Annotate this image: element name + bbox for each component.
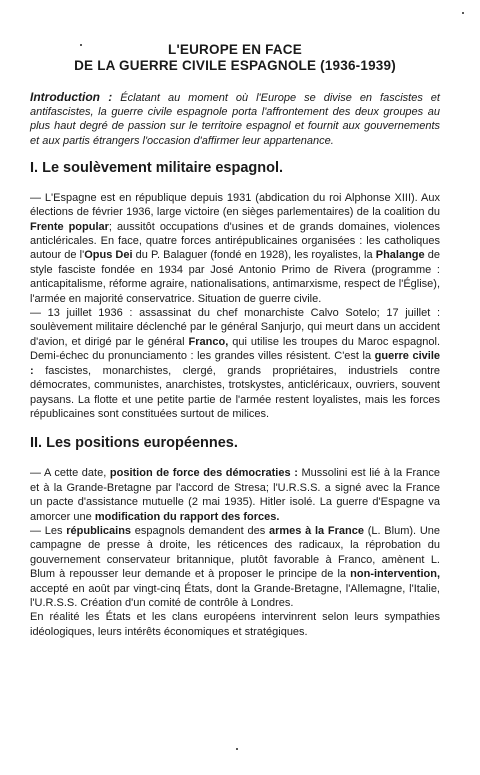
title-line-1: L'EUROPE EN FACE — [168, 42, 302, 57]
bold-term: Franco, — [188, 335, 229, 348]
section-2-paragraph-1 — [30, 466, 440, 524]
section-2-paragraph-2 — [30, 524, 440, 610]
section-2-heading: II. Les positions européennes. — [30, 435, 238, 452]
section-1-paragraph-1 — [30, 191, 440, 306]
scan-speck — [462, 12, 464, 14]
bold-term: armes à la France — [268, 524, 364, 537]
text-run: du P. Balaguer (fondé en 1928), les royalistes, la — [132, 249, 376, 262]
scan-speck — [236, 748, 238, 750]
bold-term: guerre civile : — [30, 350, 440, 377]
section-1-heading: I. Le soulèvement militaire espagnol. — [30, 159, 284, 176]
text-run: — L'Espagne est en république depuis 1931 (abdication du roi Alphonse XIII). Aux élections de février 1936, large victoire (en sièges parlementaires) de la coalition du — [30, 191, 440, 219]
text-run: — Les — [30, 524, 67, 537]
bold-term: modification du rapport des forces. — [94, 510, 280, 523]
text-run: (L. Blum). Une campagne de presse à droite, les réticences des radicaux, la réprobation du gouvernement conservateur britannique, plutôt favorable à Franco, amènent L. Blum à repousser leur demande et à proposer le principe de la — [30, 524, 441, 581]
text-run: qui utilise les troupes du Maroc espagnol. Demi-échec du pronunciamento : les grandes villes résistent. C'est la — [30, 335, 441, 363]
title-line-2: DE LA GUERRE CIVILE ESPAGNOLE (1936-1939) — [74, 58, 396, 73]
introduction-paragraph — [30, 90, 440, 148]
text-run: accepté en août par vingt-cinq États, dont la Grande-Bretagne, l'Allemagne, l'Italie, l'U.R.S.S. Création d'un comité de contrôle à Londres. — [30, 582, 440, 609]
text-run: — A cette date, — [30, 467, 110, 480]
document-title — [30, 42, 440, 74]
bold-term: républicains — [66, 524, 132, 537]
bold-term: Opus Dei — [84, 249, 133, 262]
text-run: ; aussitôt occupations d'usines et de grands domaines, violences anticléricales. En face, quatre forces antirépublicaines organisées : les catholiques autour de l' — [30, 220, 440, 262]
introduction-text: Éclatant au moment où l'Europe se divise en fascistes et antifascistes, la guerre civile espagnole porta l'affrontement des deux groupes au plus haut degré de passion sur le territoire espagnol et fournit aux gouvernements et aux partis étrangers l'occasion d'affirmer leur appartenance. — [30, 92, 440, 147]
bold-term: position de force des démocraties : — [109, 467, 298, 480]
text-run: fascistes, monarchistes, clergé, grands propriétaires, industriels contre démocrates, communistes, anarchistes, trotskystes, anticléricaux, ouvriers, souvent paysans. La flotte et une petite partie de l'armée restent loyalistes, mais les forces républicaines sont constituées surtout de milices. — [30, 364, 440, 420]
bold-term: Phalange — [375, 249, 425, 262]
text-run: — 13 juillet 1936 : assassinat du chef monarchiste Calvo Sotelo; 17 juillet : soulèvement militaire déclenché par le général Sanjurjo, qui meurt dans un accident d'avion, et dirigé par le général — [30, 307, 440, 348]
scan-speck — [80, 44, 82, 46]
introduction-label: Introduction : — [30, 90, 113, 104]
text-run: espagnols demandent des — [131, 524, 269, 537]
document-page — [30, 42, 440, 639]
section-2-paragraph-3: En réalité les États et les clans européens intervinrent selon leurs sympathies idéologiques, leurs intérêts économiques et stratégiques. — [30, 611, 440, 638]
text-run: de style fasciste fondée en 1934 par José Antonio Primo de Rivera (programme : anticapitalisme, réforme agraire, nationalisations, antimarxisme, respect de l'Église), l'armée en majorité conservatrice. Situation de guerre civile. — [30, 249, 440, 305]
section-1-paragraph-2 — [30, 306, 440, 421]
bold-term: Frente popular — [30, 220, 109, 233]
text-run: Mussolini est lié à la France et à la Grande-Bretagne par l'accord de Stresa; l'U.R.S.S. a signé avec la France un pacte d'assistance mutuelle (2 mai 1935). Hitler isolé. La guerre d'Espagne va amorcer une — [30, 467, 441, 523]
bold-term: non-intervention, — [350, 568, 440, 581]
